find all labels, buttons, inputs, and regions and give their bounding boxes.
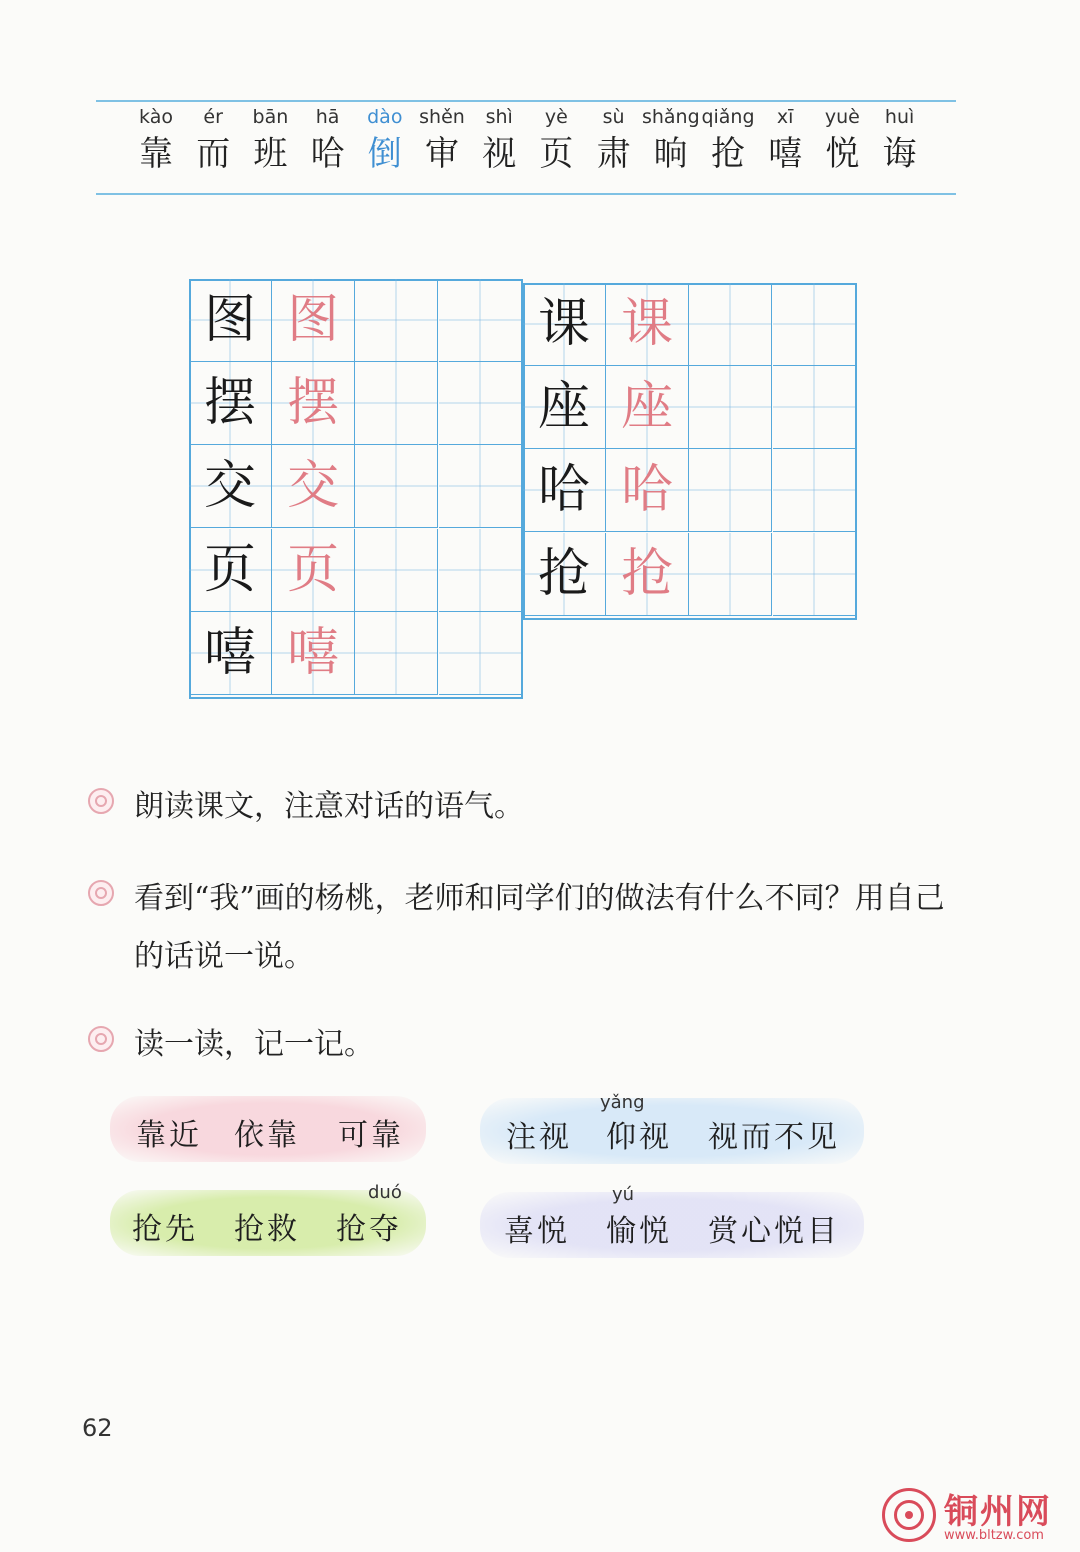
word: 仰视 bbox=[606, 1120, 672, 1155]
word: 注视 bbox=[506, 1120, 572, 1155]
practice-cell bbox=[773, 533, 856, 616]
character-hanzi: 嘻 bbox=[768, 134, 803, 174]
word: 抢夺 bbox=[336, 1212, 402, 1247]
character-hanzi: 哈 bbox=[310, 134, 345, 174]
practice-cell bbox=[689, 283, 772, 366]
character-pinyin: yè bbox=[544, 106, 568, 128]
exercise-text: 读一读，记一记。 bbox=[134, 1027, 374, 1062]
character-6 bbox=[467, 106, 531, 176]
character-hanzi: 抢 bbox=[711, 134, 745, 174]
trace-character: 课 bbox=[606, 283, 689, 366]
character-pinyin: shì bbox=[485, 106, 513, 128]
word: 视而不见 bbox=[708, 1120, 840, 1155]
character-hanzi: 审 bbox=[425, 134, 459, 174]
word: 依靠 bbox=[234, 1118, 300, 1153]
model-character: 哈 bbox=[523, 449, 606, 532]
practice-cell bbox=[689, 533, 772, 616]
practice-cell bbox=[355, 362, 438, 445]
character-hanzi: 而 bbox=[196, 134, 231, 174]
model-character: 课 bbox=[523, 283, 606, 366]
model-character: 图 bbox=[189, 279, 272, 362]
character-9 bbox=[639, 106, 703, 176]
character-hanzi: 页 bbox=[539, 134, 574, 174]
watermark-url: www.bltzw.com bbox=[944, 1528, 1044, 1543]
bottom-rule bbox=[96, 193, 956, 195]
character-12 bbox=[810, 106, 874, 176]
seal-icon bbox=[882, 1488, 936, 1542]
character-pinyin: huì bbox=[884, 106, 915, 128]
practice-cell bbox=[355, 445, 438, 528]
exercise-text: 看到“我”画的杨桃，老师和同学们的做法有什么不同？用自己的话说一说。 bbox=[134, 881, 945, 974]
word-pinyin: yú bbox=[612, 1184, 635, 1205]
word-group-yue bbox=[480, 1184, 864, 1258]
character-11 bbox=[753, 106, 817, 176]
character-pinyin: shǎng bbox=[641, 106, 700, 128]
word-group-kao bbox=[110, 1096, 426, 1162]
character-pinyin: xī bbox=[776, 106, 794, 128]
word-group-qiang bbox=[110, 1182, 426, 1256]
word-pinyin: duó bbox=[368, 1182, 402, 1203]
character-hanzi: 靠 bbox=[139, 134, 173, 174]
character-hanzi: 晌 bbox=[653, 134, 688, 174]
trace-character: 摆 bbox=[272, 362, 355, 445]
word: 可靠 bbox=[338, 1118, 404, 1153]
character-10 bbox=[696, 106, 760, 176]
practice-cell bbox=[773, 449, 856, 532]
model-character: 摆 bbox=[189, 362, 272, 445]
new-characters-strip bbox=[128, 106, 938, 184]
model-character: 交 bbox=[189, 445, 272, 528]
character-3 bbox=[296, 106, 360, 176]
practice-cell bbox=[439, 612, 522, 695]
model-character: 座 bbox=[523, 366, 606, 449]
character-1 bbox=[181, 106, 245, 176]
flower-bullet-icon bbox=[88, 880, 114, 906]
practice-cell bbox=[773, 366, 856, 449]
character-pinyin: shěn bbox=[419, 106, 465, 128]
flower-bullet-icon bbox=[88, 788, 114, 814]
exercise-text: 朗读课文，注意对话的语气。 bbox=[134, 789, 524, 824]
character-2 bbox=[238, 106, 302, 176]
practice-cell bbox=[355, 529, 438, 612]
trace-character: 哈 bbox=[606, 449, 689, 532]
trace-character: 页 bbox=[272, 529, 355, 612]
character-pinyin: bān bbox=[252, 106, 289, 128]
trace-character: 座 bbox=[606, 366, 689, 449]
word: 愉悦 bbox=[606, 1214, 672, 1249]
writing-grid-left bbox=[189, 279, 523, 699]
word-group-shi bbox=[480, 1092, 864, 1164]
character-pinyin: sù bbox=[602, 106, 625, 128]
character-hanzi: 班 bbox=[253, 134, 288, 174]
character-0 bbox=[124, 106, 188, 176]
word: 靠近 bbox=[136, 1118, 202, 1153]
model-character: 抢 bbox=[523, 533, 606, 616]
word: 赏心悦目 bbox=[708, 1214, 840, 1249]
watermark-logo bbox=[878, 1484, 1068, 1548]
character-5 bbox=[410, 106, 474, 176]
character-8 bbox=[582, 106, 646, 176]
top-rule bbox=[96, 100, 956, 102]
word: 抢救 bbox=[234, 1212, 300, 1247]
practice-cell bbox=[439, 362, 522, 445]
practice-cell bbox=[773, 283, 856, 366]
trace-character: 图 bbox=[272, 279, 355, 362]
character-7 bbox=[524, 106, 588, 176]
practice-cell bbox=[439, 445, 522, 528]
practice-cell bbox=[689, 366, 772, 449]
word: 喜悦 bbox=[504, 1214, 570, 1249]
trace-character: 抢 bbox=[606, 533, 689, 616]
character-13 bbox=[868, 106, 932, 176]
character-pinyin: kào bbox=[139, 106, 173, 128]
character-hanzi: 肃 bbox=[596, 134, 631, 174]
character-pinyin: qiǎng bbox=[701, 106, 755, 128]
trace-character: 嘻 bbox=[272, 612, 355, 695]
character-pinyin: hā bbox=[315, 106, 340, 128]
character-hanzi: 视 bbox=[482, 134, 517, 174]
character-hanzi: 诲 bbox=[882, 134, 917, 174]
character-pinyin: ér bbox=[203, 106, 223, 128]
page-number: 62 bbox=[82, 1414, 113, 1442]
watermark-name: 铜州网 bbox=[944, 1492, 1052, 1532]
character-hanzi: 悦 bbox=[825, 134, 860, 174]
practice-cell bbox=[355, 279, 438, 362]
practice-cell bbox=[355, 612, 438, 695]
character-pinyin: yuè bbox=[824, 106, 860, 128]
word: 抢先 bbox=[132, 1212, 198, 1247]
character-4 bbox=[353, 106, 417, 176]
character-hanzi: 倒 bbox=[367, 134, 402, 174]
practice-cell bbox=[439, 529, 522, 612]
model-character: 页 bbox=[189, 529, 272, 612]
writing-grid-right bbox=[523, 283, 857, 620]
practice-cell bbox=[439, 279, 522, 362]
practice-cell bbox=[689, 449, 772, 532]
flower-bullet-icon bbox=[88, 1026, 114, 1052]
trace-character: 交 bbox=[272, 445, 355, 528]
character-pinyin: dào bbox=[367, 106, 403, 128]
word-pinyin: yǎng bbox=[600, 1092, 645, 1113]
model-character: 嘻 bbox=[189, 612, 272, 695]
